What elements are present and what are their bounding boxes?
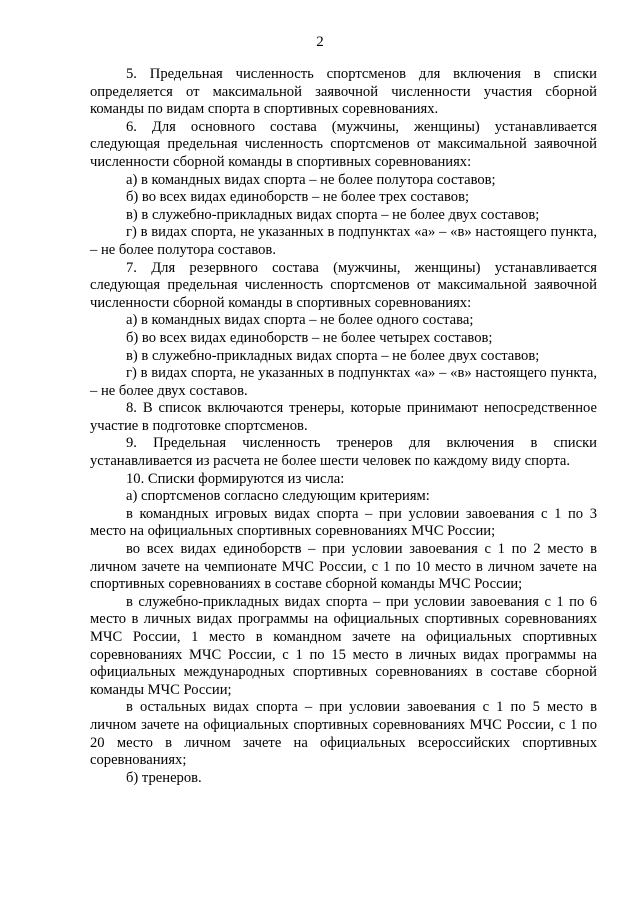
list-item-6v: в) в служебно-прикладных видах спорта – не более двух составов;	[126, 206, 540, 223]
paragraph-7: 7. Для резервного состава (мужчины, женщины) устанавливается следующая предельная численность спортсменов от максимальной заявочной численности сборной команды в спортивных соревнованиях:	[90, 259, 597, 311]
paragraph-8: 8. В список включаются тренеры, которые принимают непосредственное участие в подготовке спортсменов.	[90, 400, 597, 434]
paragraph-5: 5. Предельная численность спортсменов для включения в списки определяется от максимальной заявочной численности участия сборной команды по видам спорта в спортивных соревнованиях.	[90, 66, 597, 118]
paragraph-6: 6. Для основного состава (мужчины, женщины) устанавливается следующая предельная численность спортсменов от максимальной заявочной численности сборной команды в спортивных соревнованиях:	[90, 118, 597, 170]
document-body	[90, 66, 597, 787]
list-item-6a: а) в командных видах спорта – не более полутора составов;	[126, 171, 496, 188]
criteria-martial-arts: во всех видах единоборств – при условии завоевания с 1 по 2 место в личном зачете на чемпионате МЧС России, с 1 по 10 место в личном зачете на спортивных соревнованиях в составе сборной команды МЧС России;	[90, 541, 597, 593]
paragraph-9: 9. Предельная численность тренеров для включения в списки устанавливается из расчета не более шести человек по каждому виду спорта.	[90, 435, 597, 470]
list-item-7v: в) в служебно-прикладных видах спорта – не более двух составов;	[126, 347, 540, 364]
paragraph-10: 10. Списки формируются из числа:	[126, 470, 345, 487]
list-item-6b: б) во всех видах единоборств – не более трех составов;	[126, 189, 470, 206]
list-item-7g: г) в видах спорта, не указанных в подпунктах «а» – «в» настоящего пункта, – не более двух составов.	[90, 365, 597, 399]
list-item-7a: а) в командных видах спорта – не более одного состава;	[126, 312, 474, 329]
criteria-applied-sports: в служебно-прикладных видах спорта – при условии завоевания с 1 по 6 место в личных видах программы на официальных спортивных соревнованиях МЧС России, 1 место в командном зачете на официальных спортивных соревнованиях МЧС России, с 1 по 15 место в личных видах программы на официальных международных спортивных соревнованиях в составе сборной команды МЧС России;	[90, 593, 597, 698]
list-item-7b: б) во всех видах единоборств – не более четырех составов;	[126, 329, 493, 346]
list-item-10b: б) тренеров.	[126, 769, 202, 786]
criteria-team-sports: в командных игровых видах спорта – при условии завоевания с 1 по 3 место на официальных спортивных соревнованиях МЧС России;	[90, 505, 597, 540]
list-item-10a: а) спортсменов согласно следующим критериям:	[126, 488, 430, 505]
criteria-other-sports: в остальных видах спорта – при условии завоевания с 1 по 5 место в личном зачете на официальных спортивных соревнованиях МЧС России, с 1 по 20 место в личном зачете на официальных всероссийских спортивных соревнованиях;	[90, 699, 597, 769]
page-number: 2	[316, 34, 324, 50]
list-item-6g: г) в видах спорта, не указанных в подпунктах «а» – «в» настоящего пункта, – не более полутора составов.	[90, 224, 597, 258]
